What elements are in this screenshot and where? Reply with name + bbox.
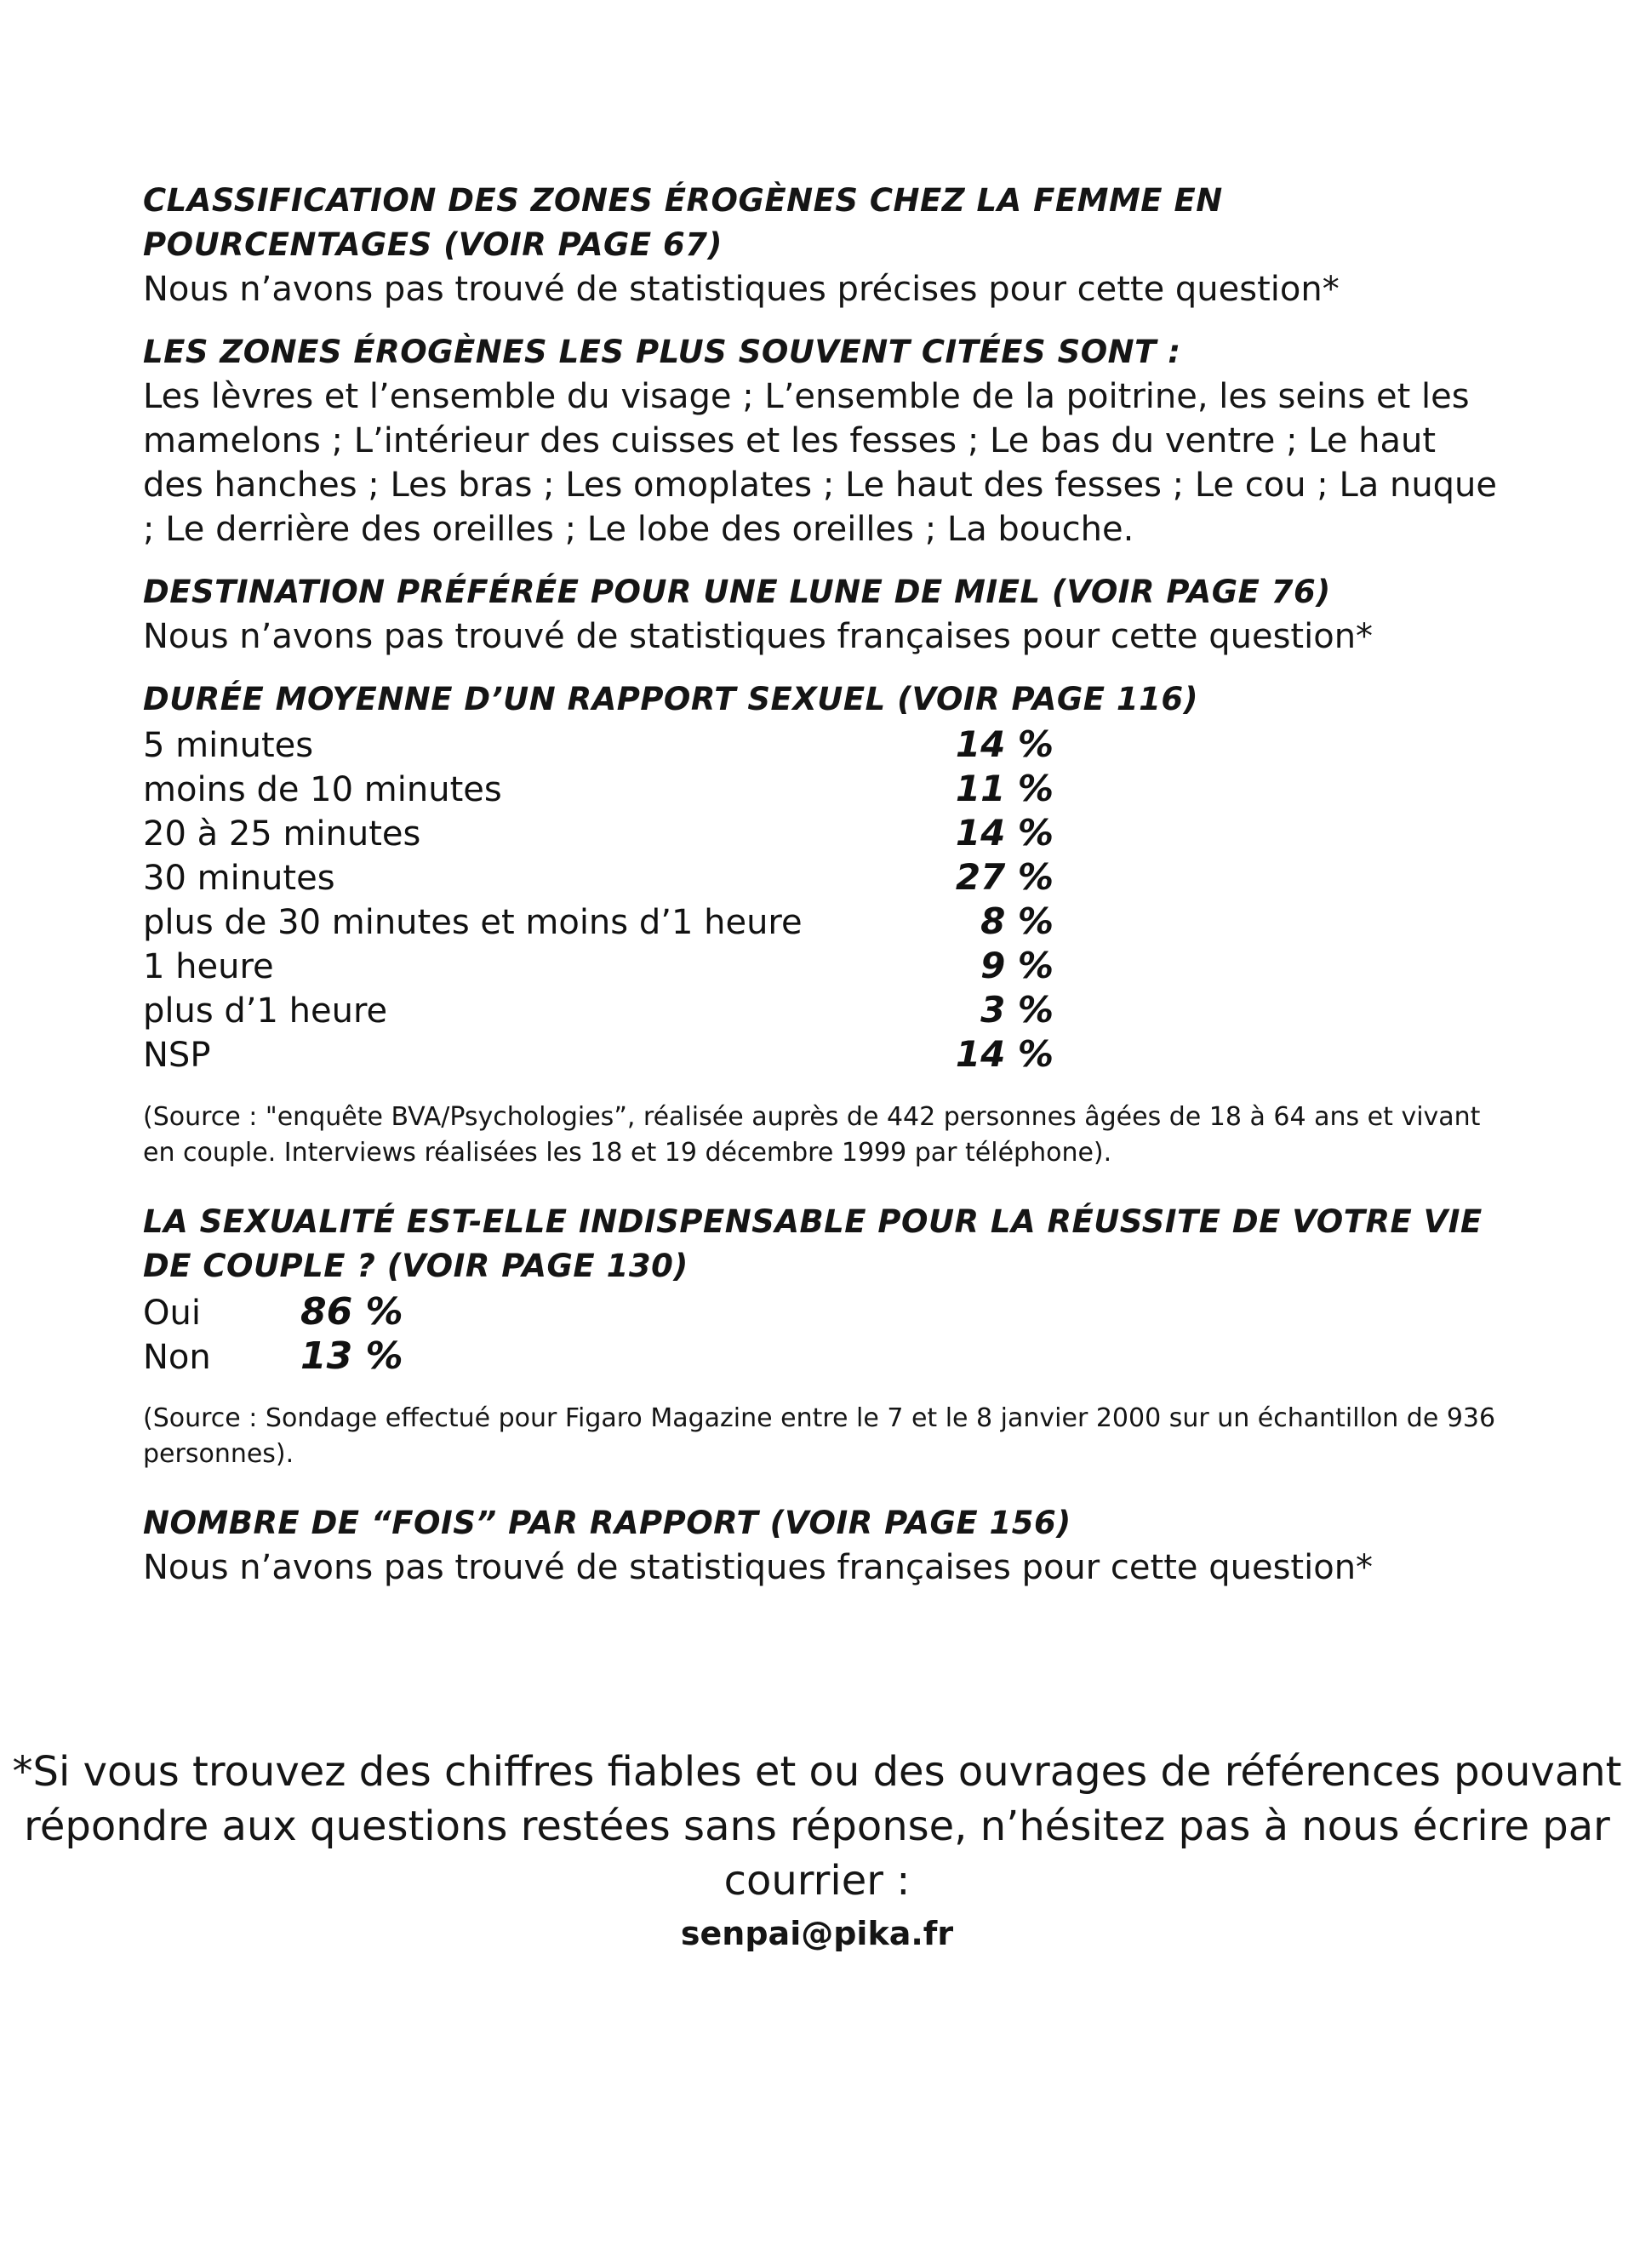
heading-zones-classification: CLASSIFICATION DES ZONES ÉROGÈNES CHEZ LA FEMME EN POURCENTAGES (VOIR PAGE 67) xyxy=(143,182,1223,263)
row-label: Non xyxy=(143,1338,211,1377)
row-value: 27 % xyxy=(955,856,1054,898)
row-label: 5 minutes xyxy=(143,726,314,765)
page-content xyxy=(143,179,1505,1612)
section-duration xyxy=(143,677,1505,1171)
row-label: 20 à 25 minutes xyxy=(143,814,421,854)
heading-sexuality: LA SEXUALITÉ EST-ELLE INDISPENSABLE POUR LA RÉUSSITE DE VOTRE VIE DE COUPLE ? (VOIR PAGE 130) xyxy=(143,1203,1483,1284)
row-value: 3 % xyxy=(980,989,1054,1031)
row-value: 13 % xyxy=(300,1334,403,1378)
row-label: plus de 30 minutes et moins d’1 heure xyxy=(143,903,803,942)
section-honeymoon xyxy=(143,570,1505,659)
source-sexuality: (Source : Sondage effectué pour Figaro Magazine entre le 7 et le 8 janvier 2000 sur un échantillon de 936 personnes). xyxy=(143,1403,1496,1469)
text-times: Nous n’avons pas trouvé de statistiques françaises pour cette question* xyxy=(143,1548,1374,1587)
text-honeymoon: Nous n’avons pas trouvé de statistiques françaises pour cette question* xyxy=(143,617,1374,656)
row-label: Oui xyxy=(143,1294,201,1333)
table-row xyxy=(143,1033,1505,1077)
row-label: plus d’1 heure xyxy=(143,991,388,1031)
duration-table xyxy=(143,723,1505,1077)
row-value: 11 % xyxy=(955,768,1054,809)
row-value: 86 % xyxy=(300,1290,403,1334)
table-row xyxy=(143,945,1505,989)
row-label: moins de 10 minutes xyxy=(143,770,502,809)
table-row xyxy=(143,1334,1505,1379)
row-value: 14 % xyxy=(955,812,1054,854)
heading-zones-cited: LES ZONES ÉROGÈNES LES PLUS SOUVENT CITÉES SONT : xyxy=(143,334,1181,370)
text-zones-classification: Nous n’avons pas trouvé de statistiques précises pour cette question* xyxy=(143,270,1340,309)
table-row xyxy=(143,856,1505,900)
row-value: 9 % xyxy=(980,945,1054,986)
table-row xyxy=(143,900,1505,945)
section-times xyxy=(143,1501,1505,1590)
heading-honeymoon: DESTINATION PRÉFÉRÉE POUR UNE LUNE DE MIEL (VOIR PAGE 76) xyxy=(143,574,1331,610)
table-row xyxy=(143,989,1505,1033)
section-zones-classification xyxy=(143,179,1505,311)
table-row xyxy=(143,723,1505,768)
row-value: 8 % xyxy=(980,900,1054,942)
text-zones-cited: Les lèvres et l’ensemble du visage ; L’ensemble de la poitrine, les seins et les mamelons ; L’intérieur des cuisses et les fesses ; Le bas du ventre ; Le haut des hanches ; Les bras ; Les omoplates ; Le haut des fesses ; Le cou ; La nuque ; Le derrière des oreilles ; Le lobe des oreilles ; La bouche. xyxy=(143,377,1498,549)
table-row xyxy=(143,812,1505,856)
row-label: NSP xyxy=(143,1036,211,1075)
table-row xyxy=(143,768,1505,812)
footnote: *Si vous trouvez des chiffres fiables et ou des ouvrages de références pouvant répondre aux questions restées sans réponse, n’hésitez pas à nous écrire par courrier : xyxy=(12,1748,1622,1905)
contact-email[interactable]: senpai@pika.fr xyxy=(680,1915,954,1952)
table-row xyxy=(143,1290,1505,1334)
heading-duration: DURÉE MOYENNE D’UN RAPPORT SEXUEL (VOIR PAGE 116) xyxy=(143,681,1199,717)
sexuality-table xyxy=(143,1290,1505,1379)
row-label: 30 minutes xyxy=(143,859,335,898)
row-value: 14 % xyxy=(955,1033,1054,1075)
section-zones-cited xyxy=(143,330,1505,551)
row-label: 1 heure xyxy=(143,947,274,986)
row-value: 14 % xyxy=(955,723,1054,765)
heading-times: NOMBRE DE “FOIS” PAR RAPPORT (VOIR PAGE 156) xyxy=(143,1505,1071,1541)
source-duration: (Source : "enquête BVA/Psychologies”, réalisée auprès de 442 personnes âgées de 18 à 64 ans et vivant en couple. Interviews réalisées les 18 et 19 décembre 1999 par téléphone). xyxy=(143,1102,1481,1168)
section-sexuality xyxy=(143,1200,1505,1472)
